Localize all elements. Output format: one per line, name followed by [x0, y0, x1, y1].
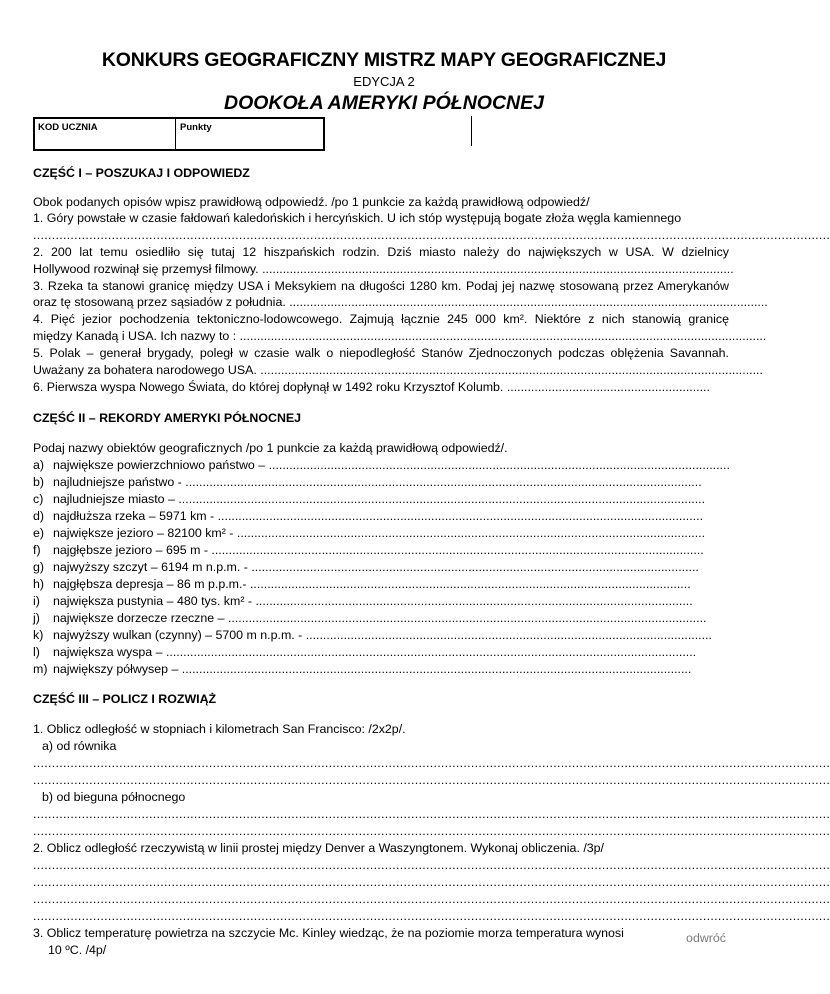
list-item[interactable]: e) największe jezioro – 82100 km² - ........................................................................................................................................: [33, 526, 706, 540]
part1-question-5b: Uważany za bohatera narodowego USA.: [33, 363, 257, 377]
item-label: m): [33, 662, 48, 676]
part3-question-1b: b) od bieguna północnego: [42, 790, 186, 804]
part1-question-3[interactable]: oraz tę stosowaną przez sąsiadów z południa. ...........................................................................................................................................: [33, 295, 768, 309]
item-text: najgłębsza depresja – 86 m p.p.m.-: [53, 577, 247, 591]
list-item[interactable]: b) najludniejsze państwo - ......................................................................................................................................................: [33, 475, 702, 489]
page-subtitle: DOOKOŁA AMERYKI PÓŁNOCNEJ: [224, 92, 544, 114]
part1-question-1: 1. Góry powstałe w czasie fałdowań kaledońskich i hercyńskich. U ich stóp występują bogate złoża węgla kamiennego: [33, 211, 682, 225]
item-text: największe powierzchniowo państwo –: [53, 458, 266, 472]
item-text: najgłębsze jezioro – 695 m -: [53, 543, 208, 557]
points-label: Punkty: [180, 122, 212, 133]
part1-question-3a: 3. Rzeka ta stanowi granicę między USA i Meksykiem na długości 1280 km. Podaj jej nazwę stosowaną przez Amerykanów: [33, 279, 729, 293]
item-text: największa wyspa –: [53, 645, 163, 659]
item-label: j): [33, 611, 40, 625]
item-label: k): [33, 628, 44, 642]
answer-line[interactable]: .....................................................................................................................................................................................................................: [33, 756, 830, 770]
answer-line[interactable]: .....................................................................................................................................................................................................................: [33, 858, 830, 872]
item-label: f): [33, 543, 41, 557]
item-text: najwyższy wulkan (czynny) – 5700 m n.p.m. -: [53, 628, 303, 642]
list-item[interactable]: a) największe powierzchniowo państwo – ......................................................................................................................................: [33, 458, 730, 472]
item-label: e): [33, 526, 45, 540]
part1-question-4a: 4. Pięć jezior pochodzenia tektoniczno-lodowcowego. Zajmują łącznie 245 000 km². Niektóre z nich stanowią granicę: [33, 312, 729, 326]
item-label: h): [33, 577, 45, 591]
part2-instruction: Podaj nazwy obiektów geograficznych /po 1 punkcie za każdą prawidłową odpowiedź/.: [33, 441, 508, 455]
part1-heading: CZĘŚĆ I – POSZUKAJ I ODPOWIEDZ: [33, 166, 250, 180]
list-item[interactable]: g) najwyższy szczyt – 6194 m n.p.m. - ..................................................................................................................................: [33, 560, 699, 574]
part1-question-4[interactable]: między Kanadą i USA. Ich nazwy to : .........................................................................................................................................................: [33, 329, 767, 343]
part3-question-2: 2. Oblicz odległość rzeczywistą w linii prostej między Denver a Waszyngtonem. Wykonaj obliczenia. /3p/: [33, 841, 605, 855]
part1-question-2[interactable]: Hollywood rozwinął się przemysł filmowy. .........................................................................................................................................: [33, 262, 734, 276]
item-label: i): [33, 594, 40, 608]
points-field[interactable]: [177, 119, 317, 149]
part3-question-1: 1. Oblicz odległość w stopniach i kilometrach San Francisco: /2x2p/.: [33, 722, 406, 736]
item-label: c): [33, 492, 44, 506]
student-code-label: KOD UCZNIA: [38, 122, 98, 133]
item-label: b): [33, 475, 45, 489]
student-info-box: [33, 117, 325, 151]
list-item[interactable]: j) największe dorzecze rzeczne – ...........................................................................................................................................: [33, 611, 707, 625]
turn-over-label: odwróć: [686, 931, 726, 945]
list-item[interactable]: f) najgłębsze jezioro – 695 m - ...............................................................................................................................................: [33, 543, 704, 557]
answer-line[interactable]: .....................................................................................................................................................................................................................: [33, 909, 830, 923]
part1-question-4b: między Kanadą i USA. Ich nazwy to :: [33, 329, 237, 343]
page-title: KONKURS GEOGRAFICZNY MISTRZ MAPY GEOGRAFICZNEJ: [101, 49, 667, 71]
list-item[interactable]: m) największy półwysep – ....................................................................................................................................................: [33, 662, 692, 676]
part2-heading: CZĘŚĆ II – REKORDY AMERYKI PÓŁNOCNEJ: [33, 411, 302, 425]
item-label: l): [33, 645, 40, 659]
answer-line[interactable]: .....................................................................................................................................................................................................................: [33, 807, 830, 821]
item-text: najdłuższa rzeka – 5971 km -: [53, 509, 215, 523]
part1-question-2b: Hollywood rozwinął się przemysł filmowy.: [33, 262, 259, 276]
part1-question-6[interactable]: 6. Pierwsza wyspa Nowego Świata, do której dopłynął w 1492 roku Krzysztof Kolumb. ...........................................................: [33, 380, 710, 394]
divider-line: [471, 116, 472, 146]
answer-line[interactable]: .....................................................................................................................................................................................................................: [33, 228, 830, 242]
item-label: d): [33, 509, 45, 523]
answer-line[interactable]: .....................................................................................................................................................................................................................: [33, 875, 830, 889]
part1-question-3b: oraz tę stosowaną przez sąsiadów z południa.: [33, 295, 286, 309]
item-text: największe jezioro – 82100 km² -: [53, 526, 234, 540]
list-item[interactable]: d) najdłuższa rzeka – 5971 km - .............................................................................................................................................: [33, 509, 704, 523]
item-label: a): [33, 458, 45, 472]
answer-line[interactable]: .....................................................................................................................................................................................................................: [33, 824, 830, 838]
list-item[interactable]: c) najludniejsze miasto – .........................................................................................................................................................: [33, 492, 706, 506]
part3-question-3b: 10 ºC. /4p/: [48, 943, 107, 957]
part1-question-2a: 2. 200 lat temu osiedliło się tutaj 12 hiszpańskich rodzin. Dziś miasto należy do największych w USA. W dzielnicy: [33, 245, 729, 259]
part1-instruction: Obok podanych opisów wpisz prawidłową odpowiedź. /po 1 punkcie za każdą prawidłową odpowiedź/: [33, 195, 590, 209]
item-label: g): [33, 560, 45, 574]
part1-question-6-text: 6. Pierwsza wyspa Nowego Świata, do której dopłynął w 1492 roku Krzysztof Kolumb.: [33, 380, 504, 394]
item-text: najwyższy szczyt – 6194 m n.p.m. -: [53, 560, 248, 574]
answer-line[interactable]: .....................................................................................................................................................................................................................: [33, 892, 830, 906]
part3-question-3a: 3. Oblicz temperaturę powietrza na szczycie Mc. Kinley wiedząc, że na poziomie morza temperatura wynosi: [33, 926, 624, 940]
list-item[interactable]: h) najgłębsza depresja – 86 m p.p.m.- ................................................................................................................................: [33, 577, 691, 591]
list-item[interactable]: i) największa pustynia – 480 tys. km² - ...............................................................................................................................: [33, 594, 693, 608]
answer-line[interactable]: .....................................................................................................................................................................................................................: [33, 773, 830, 787]
item-text: najludniejsze państwo -: [53, 475, 182, 489]
edition-label: EDYCJA 2: [353, 74, 415, 89]
item-text: najludniejsze miasto –: [53, 492, 175, 506]
part1-question-5a: 5. Polak – generał brygady, poległ w czasie walk o niepodległość Stanów Zjednoczonych podczas oblężenia Savannah.: [33, 346, 729, 360]
student-code-field[interactable]: [35, 119, 176, 149]
item-text: największe dorzecze rzeczne –: [53, 611, 225, 625]
list-item[interactable]: l) największa wyspa – ..........................................................................................................................................................: [33, 645, 697, 659]
part3-heading: CZĘŚĆ III – POLICZ I ROZWIĄŻ: [33, 692, 217, 706]
list-item[interactable]: k) najwyższy wulkan (czynny) – 5700 m n.p.m. - ......................................................................................................................: [33, 628, 712, 642]
item-text: największa pustynia – 480 tys. km² -: [53, 594, 253, 608]
item-text: największy półwysep –: [53, 662, 179, 676]
part3-question-1a: a) od równika: [42, 739, 117, 753]
part1-question-5[interactable]: Uważany za bohatera narodowego USA. ..................................................................................................................................................: [33, 363, 763, 377]
